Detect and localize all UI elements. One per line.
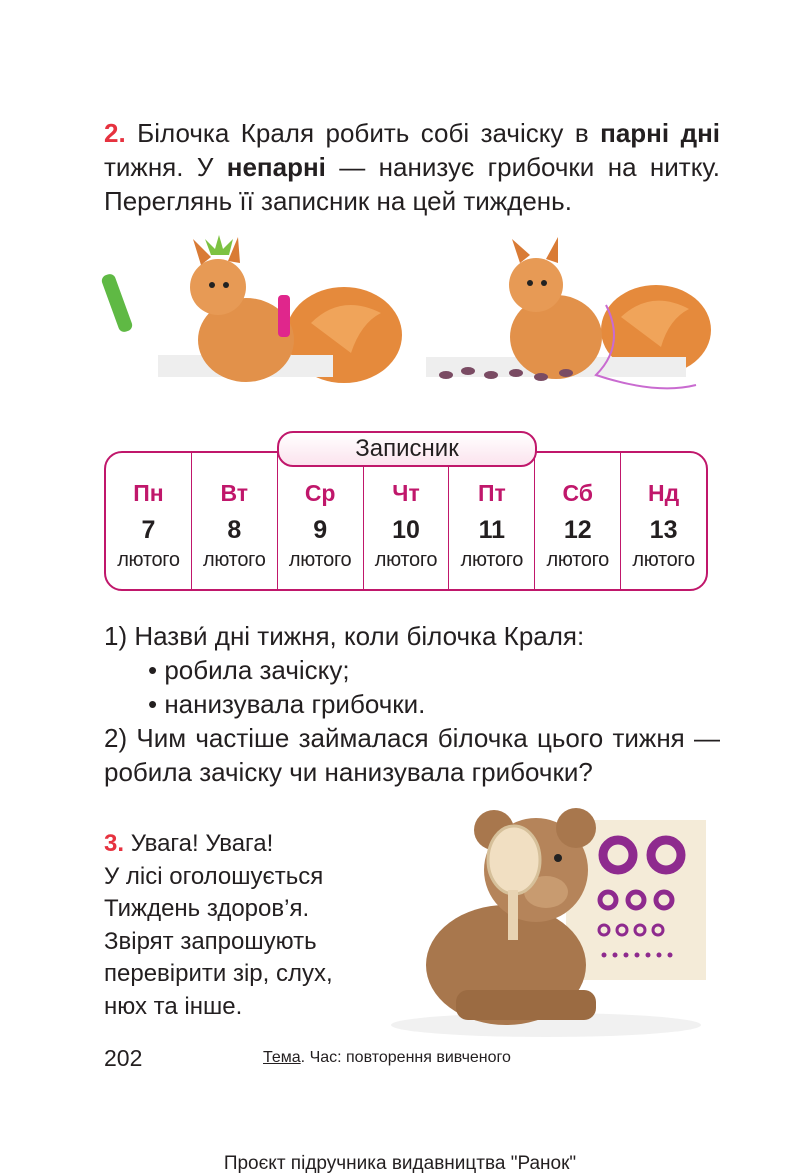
day-column [278,453,364,589]
day-month: лютого [546,549,609,571]
day-name: Чт [392,480,420,506]
day-month: лютого [117,549,180,571]
task3-line: Тиждень здоров’я. [104,895,310,922]
day-name: Вт [220,480,249,506]
squirrel-with-needle [426,237,711,388]
task3-number: 3. [104,830,125,857]
page-number: 202 [104,1045,143,1071]
task3-line: перевірити зір, слух, [104,960,333,987]
task3-line: нюх та інше. [104,992,243,1020]
day-column [364,453,450,589]
task3-line: У лісі оголошується [104,862,324,890]
day-name: Сб [562,480,593,506]
task2-text-a: Білочка Краля робить собі зачіску в [125,118,601,148]
task3-line [104,828,333,861]
day-column [106,453,192,589]
question-1-bullet: • робила зачіску; [148,655,350,685]
day-column [535,453,621,589]
day-date: 7 [141,516,156,544]
day-date: 9 [313,516,328,544]
task2-text-c: — нанизує грибочки на нитку. Переглянь її записник на цей тиждень. [104,152,720,216]
task3-line-text: Увага! Увага! [130,830,274,857]
task2-number: 2. [104,118,126,148]
publisher-note: Проєкт підручника видавництва "Ранок" [223,1153,577,1174]
squirrel-with-comb [100,235,402,383]
footer-topic [263,1049,511,1067]
question-2: 2) Чим частіше займалася білочка цього тижня — робила зачіску чи нанизувала грибочки? [104,723,720,787]
notebook-title: Записник [277,431,537,467]
task2-text [104,116,720,218]
question-1: 1) Назви́ дні тижня, коли білочка Краля: [104,621,585,651]
day-month: лютого [460,549,524,571]
day-date: 10 [392,516,420,544]
task3-text [104,828,333,1023]
day-column [621,453,706,589]
topic-text: . Час: повторення вивченого [300,1049,511,1066]
day-month: лютого [374,549,438,571]
task2-text-b: тижня. У [104,152,227,182]
day-date: 12 [563,516,592,544]
eye-occluder [488,826,540,894]
squirrel-illustration [96,225,716,415]
day-column [192,453,278,589]
day-date: 8 [227,516,242,544]
day-column [449,453,535,589]
topic-label: Тема [263,1049,301,1066]
day-date: 11 [478,516,506,544]
day-month: лютого [632,549,695,571]
notebook-calendar [104,451,708,591]
day-date: 13 [649,516,678,544]
day-name: Пт [477,480,506,506]
day-month: лютого [203,549,266,571]
bear-illustration [386,800,712,1040]
task2-bold-a: парні дні [600,118,720,148]
task2-bold-b: непарні [226,152,326,182]
day-name: Ср [304,480,336,506]
day-name: Пн [133,480,164,506]
question-1-bullet: • нанизувала грибочки. [148,689,426,719]
task3-line: Звірят запрошують [104,927,317,955]
day-name: Нд [647,480,680,506]
day-month: лютого [288,549,352,571]
questions [104,619,720,789]
